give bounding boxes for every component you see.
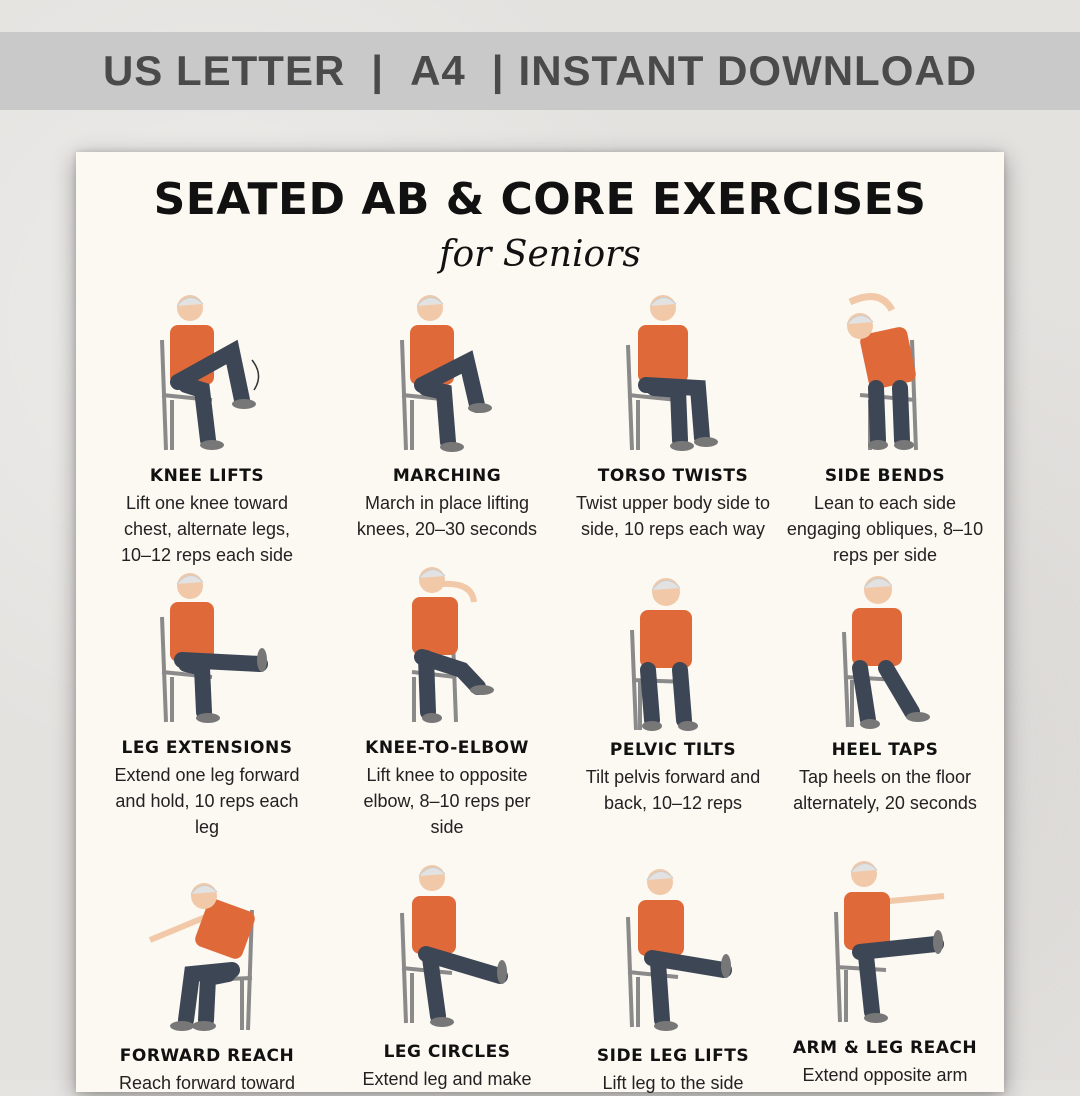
- exercise-name: LEG CIRCLES: [383, 1042, 511, 1062]
- banner-separator: |: [491, 47, 505, 94]
- exercise-figure-icon: [820, 290, 950, 460]
- exercise-name: SIDE BENDS: [824, 466, 946, 486]
- exercise-card-marching: [332, 290, 562, 542]
- exercise-card-knee-lifts: [92, 290, 322, 568]
- exercise-name: LEG EXTENSIONS: [121, 738, 293, 758]
- banner-separator: |: [371, 47, 385, 94]
- exercise-name: SIDE LEG LIFTS: [596, 1046, 750, 1066]
- poster-title: SEATED AB & CORE EXERCISES: [153, 174, 927, 225]
- exercise-figure-icon: [142, 870, 272, 1040]
- exercise-figure-icon: [142, 572, 272, 732]
- exercise-description: Extend one leg forward and hold, 10 reps each leg: [114, 765, 300, 837]
- exercise-card-torso-twists: [558, 290, 788, 542]
- exercise-figure-icon: [382, 858, 512, 1036]
- exercise-description: Extend leg and make: [362, 1069, 532, 1089]
- exercise-description: Tap heels on the floor alternately, 20 seconds: [793, 767, 977, 813]
- exercise-card-forward-reach: [92, 870, 322, 1096]
- poster-sheet: [76, 152, 1004, 1092]
- exercise-name: MARCHING: [392, 466, 502, 486]
- exercise-card-pelvic-tilts: [558, 570, 788, 816]
- poster-subtitle: for Seniors: [439, 234, 641, 275]
- exercise-description: Extend opposite arm: [802, 1065, 968, 1085]
- exercise-figure-icon: [608, 290, 738, 460]
- exercise-card-knee-to-elbow: [332, 562, 562, 840]
- format-banner: [0, 32, 1080, 110]
- exercise-figure-icon: [142, 290, 272, 460]
- exercise-figure-icon: [382, 562, 512, 732]
- exercise-card-arm-leg-reach: [770, 852, 1000, 1088]
- exercise-description: Lift leg to the side: [602, 1073, 744, 1093]
- exercise-description: Lift knee to opposite elbow, 8–10 reps per side: [363, 765, 531, 837]
- exercise-name: KNEE LIFTS: [149, 466, 265, 486]
- exercise-name: HEEL TAPS: [831, 740, 939, 760]
- exercise-card-heel-taps: [770, 572, 1000, 816]
- exercise-name: KNEE-TO-ELBOW: [365, 738, 529, 758]
- exercise-figure-icon: [820, 852, 950, 1032]
- exercise-name: TORSO TWISTS: [597, 466, 749, 486]
- exercise-name: ARM & LEG REACH: [792, 1038, 978, 1058]
- exercise-name: FORWARD REACH: [119, 1046, 295, 1066]
- exercise-description: Tilt pelvis forward and back, 10–12 reps: [585, 767, 761, 813]
- banner-us-letter: US LETTER: [102, 47, 346, 94]
- exercise-figure-icon: [382, 290, 512, 460]
- exercise-figure-icon: [608, 862, 738, 1040]
- exercise-description: Lean to each side engaging obliques, 8–10 reps per side: [786, 493, 984, 565]
- banner-a4: A4: [410, 47, 466, 94]
- exercise-figure-icon: [820, 572, 950, 734]
- exercise-description: Reach forward toward: [118, 1073, 296, 1093]
- banner-instant-download: INSTANT DOWNLOAD: [518, 47, 978, 94]
- exercise-description: March in place lifting knees, 20–30 seconds: [356, 493, 538, 539]
- exercise-card-leg-circles: [332, 858, 562, 1092]
- exercise-name: PELVIC TILTS: [609, 740, 737, 760]
- exercise-card-leg-extensions: [92, 572, 322, 840]
- exercise-card-side-leg-lifts: [558, 862, 788, 1096]
- exercise-card-side-bends: [770, 290, 1000, 568]
- exercise-description: Lift one knee toward chest, alternate legs, 10–12 reps each side: [120, 493, 294, 565]
- exercise-figure-icon: [608, 570, 738, 734]
- exercise-description: Twist upper body side to side, 10 reps each way: [575, 493, 771, 539]
